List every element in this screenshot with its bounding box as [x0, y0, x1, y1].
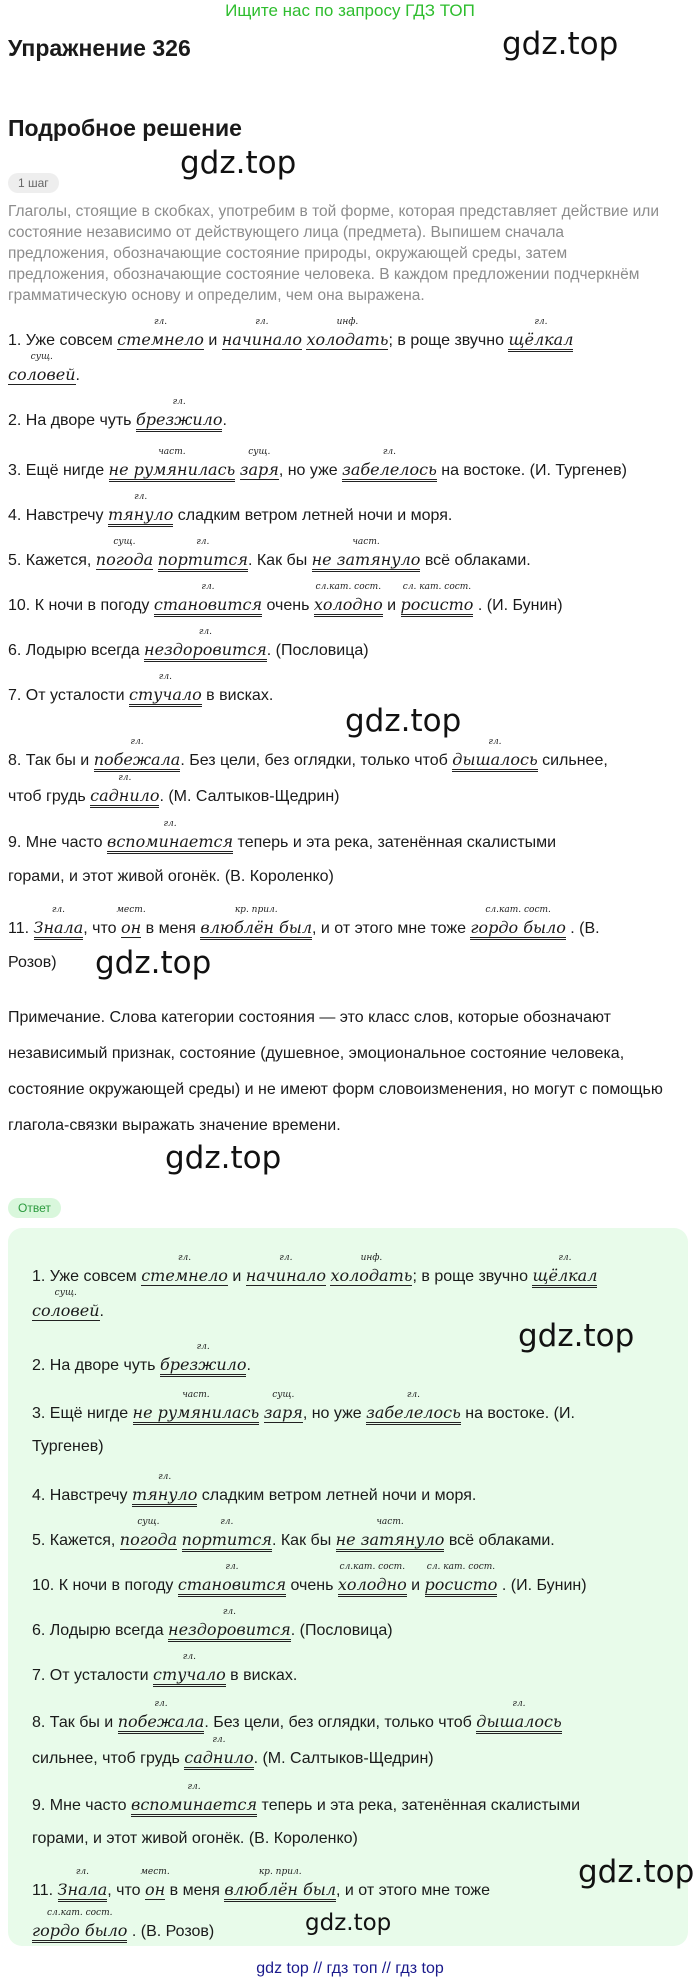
text: 9. Мне часто [32, 1797, 132, 1814]
sentence-7 [8, 672, 274, 707]
word: погода [119, 1530, 178, 1549]
text: . [99, 1303, 104, 1320]
predicate-word [117, 317, 204, 350]
text: в висках. [225, 1667, 298, 1684]
predicate-word [366, 1390, 461, 1425]
word: стемнело [141, 1266, 228, 1285]
grammar-mark: гл. [488, 737, 502, 747]
sentence-3 [8, 447, 627, 482]
word: он [121, 918, 142, 937]
text: . (Пословица) [290, 1622, 393, 1639]
grammar-mark: кр. прил. [234, 905, 278, 915]
word: забелелось [342, 460, 437, 479]
grammar-mark: част. [376, 1517, 404, 1527]
text: . (Пословица) [266, 642, 369, 659]
answer-sentence-1-cont [32, 1288, 104, 1321]
text: . Без цели, без оглядки, только чтоб [180, 752, 453, 769]
predicate-word [32, 1908, 128, 1943]
word: росисто [424, 1575, 498, 1594]
section-title: Подробное решение [8, 115, 242, 141]
predicate-word [200, 905, 313, 940]
predicate-word [181, 1517, 272, 1552]
word: нездоровится [168, 1620, 291, 1639]
subject-word [263, 1390, 303, 1423]
grammar-mark: част. [352, 537, 380, 547]
answer-sentence-4 [32, 1472, 477, 1507]
text: 4. Навстречу [8, 507, 108, 524]
grammar-mark: сл.кат. сост. [485, 905, 551, 915]
predicate-word [508, 317, 574, 352]
word: он [145, 1880, 166, 1899]
predicate-word [330, 1253, 413, 1286]
text: . [246, 1357, 251, 1374]
predicate-word [107, 819, 234, 854]
grammar-mark: сущ. [30, 352, 53, 362]
grammar-mark: сл. кат. сост. [426, 1562, 496, 1572]
text: всё облаками. [444, 1532, 555, 1549]
grammar-mark: инф. [360, 1253, 383, 1263]
predicate-word [57, 1867, 108, 1902]
predicate-word [153, 1652, 226, 1687]
answer-sentence-5 [32, 1517, 555, 1552]
text: 8. Так бы и [8, 752, 94, 769]
predicate-word [177, 1562, 287, 1597]
answer-sentence-2 [32, 1342, 251, 1377]
answer-sentence-3-cont: Тургенев) [32, 1438, 104, 1455]
text: 10. К ночи в погоду [32, 1577, 178, 1594]
subject-word [239, 447, 279, 480]
word: брезжило [159, 1355, 247, 1374]
predicate-word [108, 447, 236, 482]
text: 2. На дворе чуть [8, 412, 136, 429]
text: и [203, 332, 222, 349]
predicate-word [476, 1699, 562, 1734]
grammar-mark: гл. [75, 1867, 89, 1877]
text: . (И. Бунин) [473, 597, 563, 614]
grammar-mark: част. [182, 1390, 210, 1400]
word: заря [263, 1403, 303, 1422]
grammar-mark: гл. [154, 1699, 168, 1709]
answer-sentence-7 [32, 1652, 298, 1687]
sentence-11-cont: Розов) [8, 954, 57, 971]
text: 7. От усталости [8, 687, 129, 704]
predicate-word [90, 773, 160, 808]
predicate-word [107, 492, 174, 527]
word: не румянилась [108, 460, 236, 479]
text: очень [286, 1577, 338, 1594]
text: . [75, 367, 80, 384]
predicate-word [135, 397, 223, 432]
word: не затянуло [335, 1530, 445, 1549]
subject-word [116, 905, 146, 938]
grammar-mark: гл. [196, 537, 210, 547]
exercise-title: Упражнение 326 [8, 35, 191, 61]
predicate-word [131, 1782, 258, 1817]
grammar-mark: инф. [336, 317, 359, 327]
grammar-mark: гл. [382, 447, 397, 457]
watermark: gdz.top [518, 1318, 635, 1354]
grammar-mark: гл. [222, 1607, 236, 1617]
subject-word [8, 352, 76, 385]
predicate-word [132, 1390, 260, 1425]
text: 3. Ещё нигде [8, 462, 109, 479]
word: холодно [313, 595, 383, 614]
predicate-word [532, 1253, 598, 1288]
grammar-mark: гл. [130, 737, 144, 747]
text: чтоб грудь [8, 788, 91, 805]
text: 1. Уже совсем [32, 1268, 142, 1285]
text: ; в роще звучно [412, 1268, 533, 1285]
text: . Без цели, без оглядки, только чтоб [204, 1714, 477, 1731]
predicate-word [168, 1607, 291, 1642]
text: очень [262, 597, 314, 614]
grammar-mark: гл. [201, 582, 215, 592]
footer-links[interactable]: gdz top // гдз топ // гдз top [256, 1960, 444, 1977]
text: , что [107, 1882, 145, 1899]
sentence-5 [8, 537, 531, 572]
word: портится [181, 1530, 272, 1549]
predicate-word [159, 1342, 247, 1377]
answer-sentence-8-cont [32, 1735, 434, 1770]
predicate-word [311, 537, 421, 572]
word: забелелось [366, 1403, 461, 1422]
word: Знала [57, 1880, 108, 1899]
predicate-word [129, 672, 202, 707]
word: стучало [129, 685, 202, 704]
text: в меня [165, 1882, 225, 1899]
text: 7. От усталости [32, 1667, 153, 1684]
word: холодно [337, 1575, 407, 1594]
predicate-word [144, 627, 267, 662]
word: тянуло [107, 505, 174, 524]
grammar-mark: гл. [158, 672, 172, 682]
text: , но уже [302, 1405, 367, 1422]
grammar-mark: сущ. [248, 447, 271, 457]
text: 10. К ночи в погоду [8, 597, 154, 614]
text: сильнее, [537, 752, 608, 769]
word: брезжило [135, 410, 223, 429]
watermark: gdz.top [95, 945, 212, 981]
text: и [406, 1577, 425, 1594]
text: 4. Навстречу [32, 1487, 132, 1504]
watermark: gdz.top [502, 26, 619, 62]
predicate-word [424, 1562, 498, 1597]
grammar-mark: гл. [153, 317, 168, 327]
answer-sentence-11 [32, 1867, 490, 1902]
watermark: gdz.top [578, 1854, 695, 1890]
grammar-mark: гл. [279, 1253, 293, 1263]
predicate-word [33, 905, 84, 940]
intro-paragraph: Глаголы, стоящие в скобках, употребим в той форме, которая представляет действие или состояние независимо от действующего лица (предмета). Выпишем сначала предложения, обозначающие состояние природы, окружающей среды, затем предложения, обозначающие состояние человека. В каждом предложении подчеркнём грамматическую основу и определим, чем она выражена. [8, 203, 660, 304]
word: стемнело [117, 330, 204, 349]
answer-sentence-11-cont [32, 1908, 215, 1943]
text: на востоке. (И. Тургенев) [436, 462, 627, 479]
sentence-9-cont: горами, и этот живой огонёк. (В. Короленко) [8, 868, 334, 885]
text: . (В. Розов) [127, 1923, 215, 1940]
word: вспоминается [107, 832, 234, 851]
text: сладким ветром летней ночи и моря. [197, 1487, 477, 1504]
grammar-mark: гл. [158, 1472, 172, 1482]
text: 6. Лодырю всегда [32, 1622, 169, 1639]
grammar-mark: мест. [140, 1867, 170, 1877]
text: 8. Так бы и [32, 1714, 118, 1731]
predicate-word [306, 317, 389, 350]
step-badge: 1 шаг [8, 173, 59, 193]
watermark: gdz.top [165, 1140, 282, 1176]
predicate-word [131, 1472, 198, 1507]
text: 3. Ещё нигде [32, 1405, 133, 1422]
word: влюблён был [200, 918, 313, 937]
note-paragraph: Примечание. Слова категории состояния — это класс слов, которые обозначают независимый признак, состояние (душевное, эмоциональное состояние человека, состояние окружающей среды) и не имеют форм словоизменения, но могут с помощью глагола-связки выражать значение времени. [8, 1009, 663, 1134]
word: портится [157, 550, 248, 569]
word: росисто [400, 595, 474, 614]
text: 1. Уже совсем [8, 332, 118, 349]
subject-word [32, 1288, 100, 1321]
text: , что [83, 920, 121, 937]
text: . Как бы [271, 1532, 336, 1549]
grammar-mark: гл. [255, 317, 269, 327]
word: стучало [153, 1665, 226, 1684]
predicate-word [141, 1253, 228, 1286]
text: . (М. Салтыков-Щедрин) [159, 788, 340, 805]
watermark: gdz.top [180, 145, 297, 181]
word: саднило [184, 1748, 254, 1767]
predicate-word [93, 737, 181, 772]
word: заря [239, 460, 279, 479]
sentence-8 [8, 737, 608, 772]
grammar-mark: мест. [116, 905, 146, 915]
predicate-word [117, 1699, 205, 1734]
grammar-mark: гл. [558, 1253, 572, 1263]
word: саднило [90, 786, 160, 805]
word: Знала [33, 918, 84, 937]
predicate-word [337, 1562, 407, 1597]
text: теперь и эта река, затенённая скалистыми [233, 834, 557, 851]
predicate-word [184, 1735, 254, 1770]
text: на востоке. (И. [460, 1405, 575, 1422]
answer-sentence-1 [32, 1253, 598, 1288]
predicate-word [224, 1867, 337, 1902]
predicate-word [313, 582, 383, 617]
predicate-word [221, 317, 302, 350]
grammar-mark: гл. [534, 317, 548, 327]
predicate-word [157, 537, 248, 572]
text: , и от этого мне тоже [336, 1882, 490, 1899]
word: вспоминается [131, 1795, 258, 1814]
text: , и от этого мне тоже [312, 920, 471, 937]
word: холодать [306, 330, 389, 349]
text: . (М. Салтыков-Щедрин) [253, 1750, 434, 1767]
text: 11. [32, 1882, 58, 1899]
grammar-mark: гл. [406, 1390, 421, 1400]
text: 5. Кажется, [8, 552, 96, 569]
text: . [222, 412, 227, 429]
text: ; в роще звучно [388, 332, 509, 349]
grammar-mark: кр. прил. [258, 1867, 302, 1877]
grammar-mark: гл. [198, 627, 212, 637]
grammar-mark: гл. [212, 1735, 226, 1745]
sentence-8-cont [8, 773, 340, 808]
predicate-word [153, 582, 263, 617]
text: теперь и эта река, затенённая скалистыми [257, 1797, 581, 1814]
text: 5. Кажется, [32, 1532, 120, 1549]
word: соловей [8, 365, 76, 384]
grammar-mark: гл. [220, 1517, 234, 1527]
predicate-word [452, 737, 538, 772]
subject-word [119, 1517, 178, 1550]
grammar-mark: сущ. [54, 1288, 77, 1298]
text: , но уже [278, 462, 343, 479]
sentence-1 [8, 317, 574, 352]
grammar-mark: гл. [163, 819, 177, 829]
sentence-4 [8, 492, 453, 527]
text: 6. Лодырю всегда [8, 642, 145, 659]
text: . Как бы [247, 552, 312, 569]
predicate-word [470, 905, 566, 940]
sentence-6 [8, 627, 369, 662]
answer-sentence-9-cont: горами, и этот живой огонёк. (В. Короленко) [32, 1830, 358, 1847]
answer-badge: Ответ [8, 1198, 61, 1218]
text: всё облаками. [420, 552, 531, 569]
grammar-mark: гл. [118, 773, 132, 783]
subject-word [140, 1867, 170, 1900]
word: начинало [221, 330, 302, 349]
grammar-mark: гл. [187, 1782, 201, 1792]
word: побежала [93, 750, 181, 769]
word: не румянилась [132, 1403, 260, 1422]
grammar-mark: гл. [182, 1652, 196, 1662]
word: дышалось [476, 1712, 562, 1731]
word: не затянуло [311, 550, 421, 569]
text: в меня [141, 920, 201, 937]
answer-sentence-10 [32, 1562, 587, 1597]
grammar-mark: сл.кат. сост. [315, 582, 382, 592]
grammar-mark: гл. [225, 1562, 239, 1572]
answer-sentence-9 [32, 1782, 581, 1817]
predicate-word [342, 447, 437, 482]
text: и [227, 1268, 246, 1285]
grammar-mark: сл. кат. сост. [402, 582, 472, 592]
sentence-11 [8, 905, 600, 940]
word: гордо было [32, 1921, 128, 1940]
grammar-mark: част. [158, 447, 186, 457]
text: 9. Мне часто [8, 834, 108, 851]
grammar-mark: гл. [177, 1253, 192, 1263]
search-banner[interactable]: Ищите нас по запросу ГДЗ ТОП [225, 1, 475, 20]
word: щёлкал [508, 330, 574, 349]
answer-sentence-8 [32, 1699, 562, 1734]
answer-sentence-3 [32, 1390, 575, 1425]
grammar-mark: сущ. [137, 1517, 160, 1527]
grammar-mark: сл.кат. сост. [46, 1908, 113, 1918]
word: начинало [245, 1266, 326, 1285]
word: нездоровится [144, 640, 267, 659]
word: влюблён был [224, 1880, 337, 1899]
word: погода [95, 550, 154, 569]
sentence-1-cont [8, 352, 80, 385]
grammar-mark: гл. [134, 492, 148, 502]
word: соловей [32, 1301, 100, 1320]
text: и [382, 597, 401, 614]
grammar-mark: гл. [196, 1342, 210, 1352]
text: сильнее, чтоб грудь [32, 1750, 185, 1767]
predicate-word [245, 1253, 326, 1286]
grammar-mark: гл. [172, 397, 186, 407]
sentence-9 [8, 819, 557, 854]
word: щёлкал [532, 1266, 598, 1285]
predicate-word [400, 582, 474, 617]
text: . (И. Бунин) [497, 1577, 587, 1594]
word: становится [153, 595, 263, 614]
text: 2. На дворе чуть [32, 1357, 160, 1374]
text: сладким ветром летней ночи и моря. [173, 507, 453, 524]
grammar-mark: сущ. [113, 537, 136, 547]
answer-sentence-6 [32, 1607, 393, 1642]
grammar-mark: сл.кат. сост. [339, 1562, 406, 1572]
word: тянуло [131, 1485, 198, 1504]
text: в висках. [201, 687, 274, 704]
grammar-mark: гл. [51, 905, 65, 915]
text: . (В. [565, 920, 600, 937]
word: холодать [330, 1266, 413, 1285]
watermark: gdz.top [345, 703, 462, 739]
grammar-mark: гл. [512, 1699, 526, 1709]
subject-word [95, 537, 154, 570]
sentence-10 [8, 582, 563, 617]
text: 11. [8, 920, 34, 937]
predicate-word [335, 1517, 445, 1552]
word: становится [177, 1575, 287, 1594]
grammar-mark: сущ. [272, 1390, 295, 1400]
word: гордо было [470, 918, 566, 937]
word: побежала [117, 1712, 205, 1731]
sentence-2 [8, 397, 227, 432]
watermark: gdz.top [305, 1910, 392, 1936]
word: дышалось [452, 750, 538, 769]
